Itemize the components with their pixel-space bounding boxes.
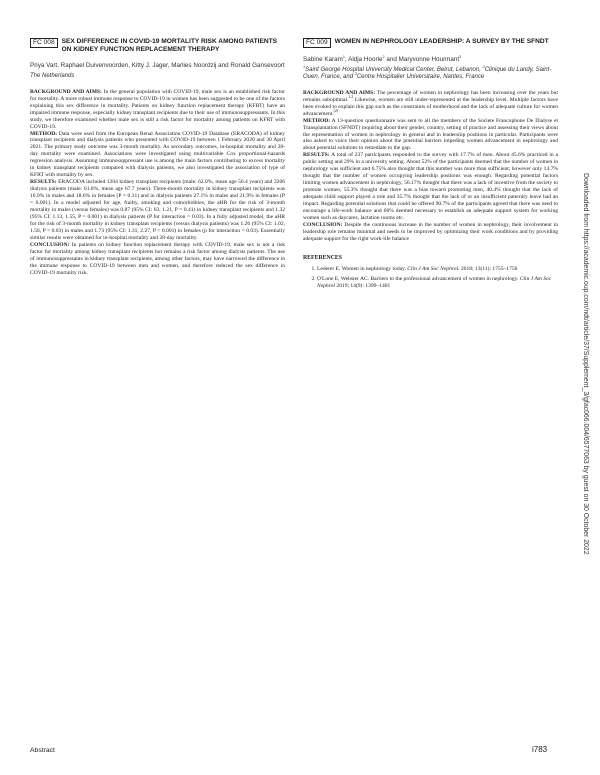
affil-text: Clinique du Landy, Saint-Ouen, France, and (303, 67, 552, 81)
reference-text: 2019; 14(9): 1399–1401 (334, 282, 391, 289)
conclusion-text: Despite the continuous increase in the number of women in nephrology, their involvement in leadership role remains minimal and needs to be improved by optimizing their work conditions and by providing adequate support for the right work-life balance (303, 221, 558, 242)
affiliation (303, 67, 558, 82)
affiliation: The Netherlands (30, 73, 75, 80)
conclusion-label: CONCLUSION: (303, 221, 343, 228)
results-text: ERACODA included 1204 kidney transplant recipients (male: 62.0%, mean age 56.4 years) and 3206 dialysis patients (male: 61.8%, mean age 67.7 years). Three-month mortality in kidney transplant recipients was 16.9% in males and 18.6% in females (P = 0.31) and in dialysis patients 27.1% in males and 21.9% in females (P = 0.001). In a model adjusted for age, frailty, smoking and comorbidities, the aHR for the risk of 3-month mortality in males (versus females) was 0.87 (95% CI: 63, 1.21, P = 0.41) in kidney transplant recipients and 1.32 (95% CI: 1.13, 1.55, P = 0.001) in dialysis patients (P for interaction = 0.03). In a fully adjusted model, the aHR for the risk of 3-month mortality in kidney transplant recipients (versus dialysis patients) was 1.26 (95% CI: 1.02, 1.56, P = 0.03) in males and 1.73 (95% CI: 1.31, 2.27, P < 0.001) in females (p for interaction = 0.03). Essentially similar results were obtained for in-hospital mortality and 28-day mortality. (30, 179, 285, 241)
abstract-code: FC 008 (30, 38, 58, 48)
abstract-header (303, 38, 558, 48)
method-text: A 13-question questionnaire was sent to all the members of the Societe Francophone De Dialyse et Transplantation (SFNDT) inquiring about their gender, country, setting of practice and assessing their views about the representation of women in nephrology in general and in leadership positions in particular. Participants were also asked to voice their opinion about the potential barriers impeding women advancement in nephrology and about potential solutions to remediate to the gap. (303, 117, 558, 152)
results-label: RESULTS: (30, 179, 57, 186)
background-section (30, 89, 285, 277)
author-name: Sabine Karam (303, 56, 343, 63)
download-watermark: Downloaded from https://academic.oup.com/ndt/article/37/Supplement_3/gfac066.004/6577063 by guest on 30 October 2022 (582, 173, 589, 555)
reference-text: Lederer E. Women in nephrology today. (317, 265, 408, 272)
abstract-header (30, 38, 285, 54)
reference-text: O'Lone E, Webster AC. Barriers to the professional advancement of women in nephrology. (317, 275, 520, 282)
author-sup: 2 (382, 54, 385, 59)
footer-section-label: Abstract (30, 747, 55, 754)
abstract-title: SEX DIFFERENCE IN COVID-19 MORTALITY RISK AMONG PATIENTS ON KIDNEY FUNCTION REPLACEMENT THERAPY (61, 38, 278, 54)
affil-text: Saint George Hospital University Medical Center, Beirut, Lebanon, (305, 67, 483, 73)
reference-journal: Clin J Am Soc Nephrol (317, 275, 552, 289)
author-list (303, 56, 558, 64)
background-text: The percentage of women in nephrology has been increasing over the years but remains suboptimal. (303, 89, 558, 103)
citation-sup: (2) (333, 108, 339, 113)
abstract-fc008 (30, 38, 285, 277)
background-label: BACKGROUND AND AIMS: (30, 88, 102, 95)
author-sup: 3 (459, 54, 462, 59)
abstract-title: WOMEN IN NEPHROLOGY LEADERSHIP: A SURVEY BY THE SFNDT (334, 38, 549, 45)
background-text: Likewise, women are still under-represented at the leadership level. Multiple factors have been evoked to explain this gap such as the constraints of motherhood and the lack of adequate culture for women advancement. (303, 96, 558, 117)
abstract-code: FC 009 (303, 38, 331, 48)
author-list: Priya Vart, Raphael Duivenvoorden, Kitty J. Jager, Marlies Noordzij and Ronald Gansevoort (30, 62, 285, 70)
abstract-fc009 (303, 38, 558, 293)
method-text: Data were used from the European Renal Association COVID-19 Database (ERACODA) of kidney transplant recipients and dialysis patients who presented with COVID-19 between 1 February 2020 and 30 April 2021. The primary study outcome was 3-month mortality. As secondary outcomes, in-hospital mortality and 28-day mortality were examined. Associations were investigated using multivariable Cox proportional-hazards regression analysis. Assuming immunosuppressant use is among the main factors contributing to excess mortality in kidney transplant recipients compared with dialysis patients, we also investigated the association of type of KFRT with mortality by sex. (30, 130, 285, 179)
reference-journal: Clin J Am Soc Nephrol (407, 265, 459, 272)
references-heading: REFERENCES (303, 254, 342, 261)
results-text: A total of 237 participants responded to the survey with 17.7% of men. About 45.6% practiced in a public setting and 29% in a university setting. About 52% of the participants deemed that the number of women in nephrology was sufficient and 6.75% also thought that this number was more than sufficient; however only 14.7% thought that the number of women occupying leadership positions was enough. Regarding potential factors limiting women advancement in nephrology, 56.17% thought that there was a lack of incentive from the society to promote women, 55.3% thought that there was a bias toward promoting men, 40.4% thought that the lack of adequate child support played a role and 35.7% thought that the lack of or an insufficient paternity leave had an impact. Regarding potential solutions that could be offered 90.7% of the participants agreed that there was need to encourage a life-work balance and 60% deemed necessary to establish an adequate support system for working women such as daycares, lactation rooms etc. (303, 152, 558, 221)
body-section (303, 90, 558, 243)
method-label: METHOD: (30, 130, 58, 137)
author-name: , Aldja Hoorie (345, 56, 383, 63)
method-label: METHOD: (303, 117, 331, 124)
background-text: In the general population with COVID-19, male sex is an established risk factor for mortality. A more robust immune response to COVID-19 in women has been suggested to be one of the factors explaining this sex difference in mortality. Patients on kidney function replacement therapy (KFRT) have an impaired immune response, especially kidney transplant recipients due to their use of immunosuppressants. In this study, we therefore examined whether male sex is still a risk factor for mortality among patients on KFRT with COVID-19. (30, 88, 285, 130)
author-sup: 1 (342, 54, 346, 59)
citation-sup: 1,2 (348, 94, 354, 99)
affil-sup: 2 (482, 65, 485, 69)
conclusion-label: CONCLUSION: (30, 241, 70, 248)
affil-sup: 1 (303, 65, 306, 69)
reference-item (317, 276, 558, 290)
results-label: RESULTS: (303, 152, 330, 159)
conclusion-text: In patients on kidney function replacement therapy with COVID-19, male sex is not a risk factor for mortality among kidney transplant recipients but remains a risk factor among dialysis patients. The use of immunosuppressants in kidney transplant recipients, among other factors, may have narrowed the difference in the immune response to COVID-19 between men and women, and therefore reduced the sex difference in COVID-19 mortality risk. (30, 241, 285, 276)
affil-sup: 3 (354, 72, 357, 77)
affil-text: Centre Hospitalier Universitaire, Nantes, France (356, 74, 485, 81)
author-name: and Maryvonne Hourmant (384, 56, 460, 63)
reference-list (303, 266, 558, 290)
reference-text: . 2018; 13(11): 1755–1756 (458, 265, 518, 272)
page-number: i783 (532, 745, 548, 754)
reference-item (317, 266, 558, 273)
background-label: BACKGROUND AND AIMS: (303, 89, 376, 96)
